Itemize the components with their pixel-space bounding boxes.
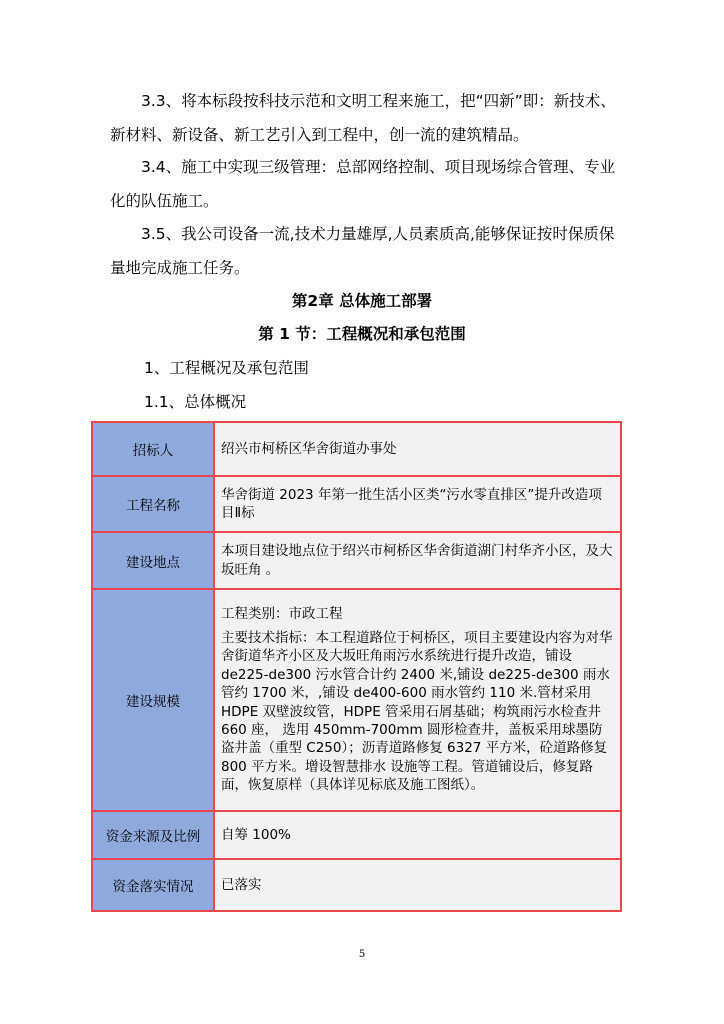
subheading-general-overview: 1.1、总体概况 [144, 393, 247, 411]
table-row [92, 476, 621, 532]
table-row [92, 811, 621, 859]
paragraph-3-4: 3.4、施工中实现三级管理：总部网络控制、项目现场综合管理、专业化的队伍施工。 [110, 158, 616, 210]
subheading-overview-scope: 1、工程概况及承包范围 [144, 359, 309, 377]
row-label-funding-status: 资金落实情况 [92, 859, 214, 911]
scale-technical-indicators: 主要技术指标：本工程道路位于柯桥区，项目主要建设内容为对华舍街道华齐小区及大坂旺角雨污水系统进行提升改造，铺设 de225-de300 污水管合计约 2400 米,铺设 de225-de300 雨水管约 1700 米，,铺设 de400-600 雨水管约 110 米.管材采用 HDPE 双壁波纹管，HDPE 管采用石屑基础；构筑雨污水检查井 660 座， 选用 450mm-700mm 圆形检查井，盖板采用球墨防盗井盖（重型 C250）；沥青道路修复 6327 平方米，砼道路修复 800 平方米。增设智慧排水 设施等工程。管道铺设后，修复路面，恢复原样（具体详见标底及施工图纸）。 [221, 629, 613, 794]
scale-category: 工程类别：市政工程 [221, 606, 343, 623]
row-label-funding-source: 资金来源及比例 [92, 811, 214, 859]
project-overview-table [91, 421, 622, 912]
paragraph-3-5: 3.5、我公司设备一流,技术力量雄厚,人员素质高,能够保证按时保质保量地完成施工任务。 [110, 225, 615, 277]
section-title: 第 1 节：工程概况和承包范围 [258, 325, 466, 343]
chapter-title: 第2章 总体施工部署 [291, 292, 433, 310]
table-row [92, 589, 621, 811]
table-row [92, 532, 621, 589]
table-row [92, 422, 621, 476]
row-label-location: 建设地点 [92, 532, 214, 589]
row-value-project-name: 华舍街道 2023 年第一批生活小区类“污水零直排区”提升改造项目Ⅱ标 [214, 476, 621, 532]
paragraph-3-3: 3.3、将本标段按科技示范和文明工程来施工，把“四新”即：新技术、新材料、新设备、新工艺引入到工程中，创一流的建筑精品。 [110, 92, 616, 144]
row-label-project-name: 工程名称 [92, 476, 214, 532]
row-value-funding-status: 已落实 [214, 859, 621, 911]
row-value-scale [214, 589, 621, 811]
row-value-funding-source: 自筹 100% [214, 811, 621, 859]
row-value-bidder: 绍兴市柯桥区华舍街道办事处 [214, 422, 621, 476]
row-value-location: 本项目建设地点位于绍兴市柯桥区华舍街道湖门村华齐小区，及大坂旺角 。 [214, 532, 621, 589]
table-row [92, 859, 621, 911]
page-number: 5 [358, 949, 366, 960]
row-label-bidder: 招标人 [92, 422, 214, 476]
row-label-scale: 建设规模 [92, 589, 214, 811]
